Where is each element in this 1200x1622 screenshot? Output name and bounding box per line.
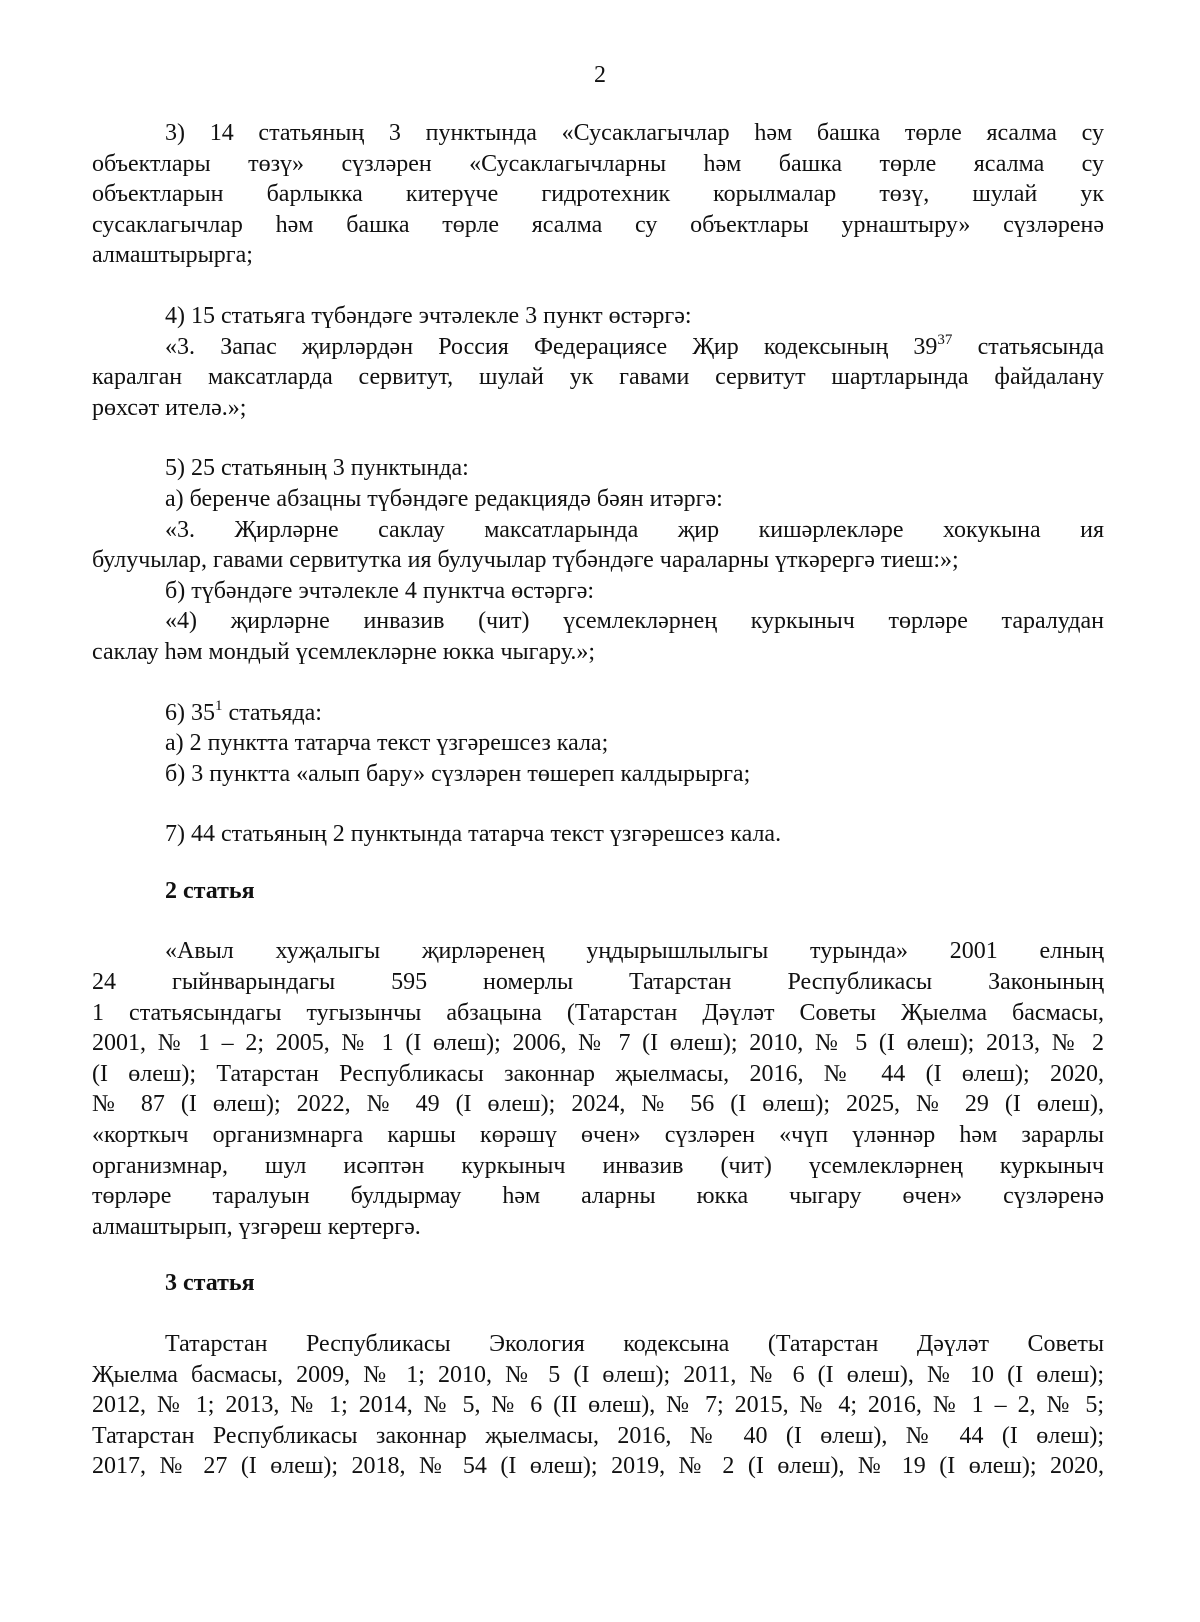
text-line: 3) 14 статьяның 3 пунктында «Сусаклагычлар һәм башка төрле ясалма су bbox=[165, 120, 1104, 146]
text-line: 24 гыйнварындагы 595 номерлы Татарстан Республикасы Законының bbox=[92, 969, 1104, 996]
text-line: 1 статьясындагы тугызынчы абзацына (Татарстан Дәүләт Советы Җыелма басмасы, bbox=[92, 999, 1104, 1026]
text-line: организмнар, шул исәптән куркыныч инвазив (чит) үсемлекләрнең куркыныч bbox=[92, 1152, 1104, 1179]
text-line: 2012, № 1; 2013, № 1; 2014, № 5, № 6 (II өлеш), № 7; 2015, № 4; 2016, № 1 – 2, № 5; bbox=[92, 1392, 1104, 1419]
paragraph-item-3 bbox=[92, 118, 1104, 271]
text-line: Татарстан Республикасы законнар җыелмасы, 2016, № 40 (I өлеш), № 44 (I өлеш); bbox=[92, 1422, 1104, 1449]
article-3-heading: 3 статья bbox=[165, 1270, 255, 1297]
text-line: 6) $35^1$ статьяда: bbox=[165, 697, 322, 726]
superscript: 37 bbox=[937, 331, 953, 348]
text-line: объектлары төзү» сүзләрен «Сусаклагычларны һәм башка төрле ясалма су bbox=[92, 150, 1104, 177]
text-line: «3. Җирләрне саклау максатларында җир кишәрлекләре хокукына ия bbox=[165, 516, 1104, 543]
text-line: Җыелма басмасы, 2009, № 1; 2010, № 5 (I өлеш); 2011, № 6 (I өлеш), № 10 (I өлеш); bbox=[92, 1361, 1104, 1388]
text-line: объектларын барлыкка китерүче гидротехник корылмалар төзү, шулай ук bbox=[92, 181, 1104, 208]
article-2-body bbox=[92, 936, 1104, 1242]
text-line: саклау һәм мондый үсемлекләрне юкка чыгару.»; bbox=[92, 638, 596, 665]
text-line: «4) җирләрне инвазив (чит) үсемлекләрнең куркыныч төрләре таралудан bbox=[165, 608, 1104, 635]
text-line: «Авыл хуҗалыгы җирләренең уңдырышлылыгы турында» 2001 елның bbox=[165, 938, 1104, 965]
paragraph-item-7: 7) 44 статьяның 2 пунктында татарча текст үзгәрешсез кала. bbox=[165, 821, 782, 848]
text-line: сусаклагычлар һәм башка төрле ясалма су объектлары урнаштыру» сүзләренә bbox=[92, 211, 1104, 238]
text-line: 4) 15 статьяга түбәндәге эчтәлекле 3 пункт өстәргә: bbox=[165, 302, 692, 329]
article-2-heading: 2 статья bbox=[165, 877, 255, 904]
text-line: б) 3 пунктта «алып бару» сүзләрен төшереп калдырырга; bbox=[165, 760, 751, 787]
text-line: а) 2 пунктта татарча текст үзгәрешсез кала; bbox=[165, 730, 609, 757]
text-line: Татарстан Республикасы Экология кодексына (Татарстан Дәүләт Советы bbox=[165, 1331, 1104, 1357]
text-line: а) беренче абзацны түбәндәге редакциядә бәян итәргә: bbox=[165, 485, 723, 512]
text-line: 2017, № 27 (I өлеш); 2018, № 54 (I өлеш); 2019, № 2 (I өлеш), № 19 (I өлеш); 2020, bbox=[92, 1453, 1104, 1480]
superscript: 1 bbox=[215, 697, 223, 714]
paragraph-item-6 bbox=[92, 698, 1104, 790]
text-line: каралган максатларда сервитут, шулай ук гавами сервитут шартларында файдалану bbox=[92, 364, 1104, 391]
text-line: булучылар, гавами сервитутка ия булучылар түбәндәге чараларны үткәрергә тиеш:»; bbox=[92, 547, 959, 574]
text-line: (I өлеш); Татарстан Республикасы законнар җыелмасы, 2016, № 44 (I өлеш); 2020, bbox=[92, 1060, 1104, 1087]
text-line: алмаштырырга; bbox=[92, 242, 253, 269]
page-number: 2 bbox=[594, 62, 606, 88]
text-line: 2001, № 1 – 2; 2005, № 1 (I өлеш); 2006, № 7 (I өлеш); 2010, № 5 (I өлеш); 2013, № 2 bbox=[92, 1030, 1105, 1057]
text-line: төрләре таралуын булдырмау һәм аларны юкка чыгару өчен» сүзләренә bbox=[92, 1183, 1104, 1210]
text-line: «корткыч организмнарга каршы көрәшү өчен» сүзләрен «чүп үләннәр һәм зарарлы bbox=[92, 1122, 1104, 1149]
text-line: «3. Запас җирләрдән Россия Федерациясе Җир кодексының $39^{37}$ статьясында bbox=[165, 331, 1105, 360]
text-line: б) түбәндәге эчтәлекле 4 пунктча өстәргә: bbox=[165, 577, 595, 604]
document-body bbox=[92, 118, 1104, 1482]
text-line: рөхсәт ителә.»; bbox=[92, 394, 247, 421]
text-line: алмаштырып, үзгәреш кертергә. bbox=[92, 1213, 421, 1240]
paragraph-item-5 bbox=[92, 453, 1104, 667]
paragraph-item-4 bbox=[92, 301, 1104, 423]
text-line: 5) 25 статьяның 3 пунктында: bbox=[165, 455, 469, 482]
article-3-body bbox=[92, 1329, 1104, 1482]
text-line: № 87 (I өлеш); 2022, № 49 (I өлеш); 2024, № 56 (I өлеш); 2025, № 29 (I өлеш), bbox=[92, 1091, 1104, 1118]
